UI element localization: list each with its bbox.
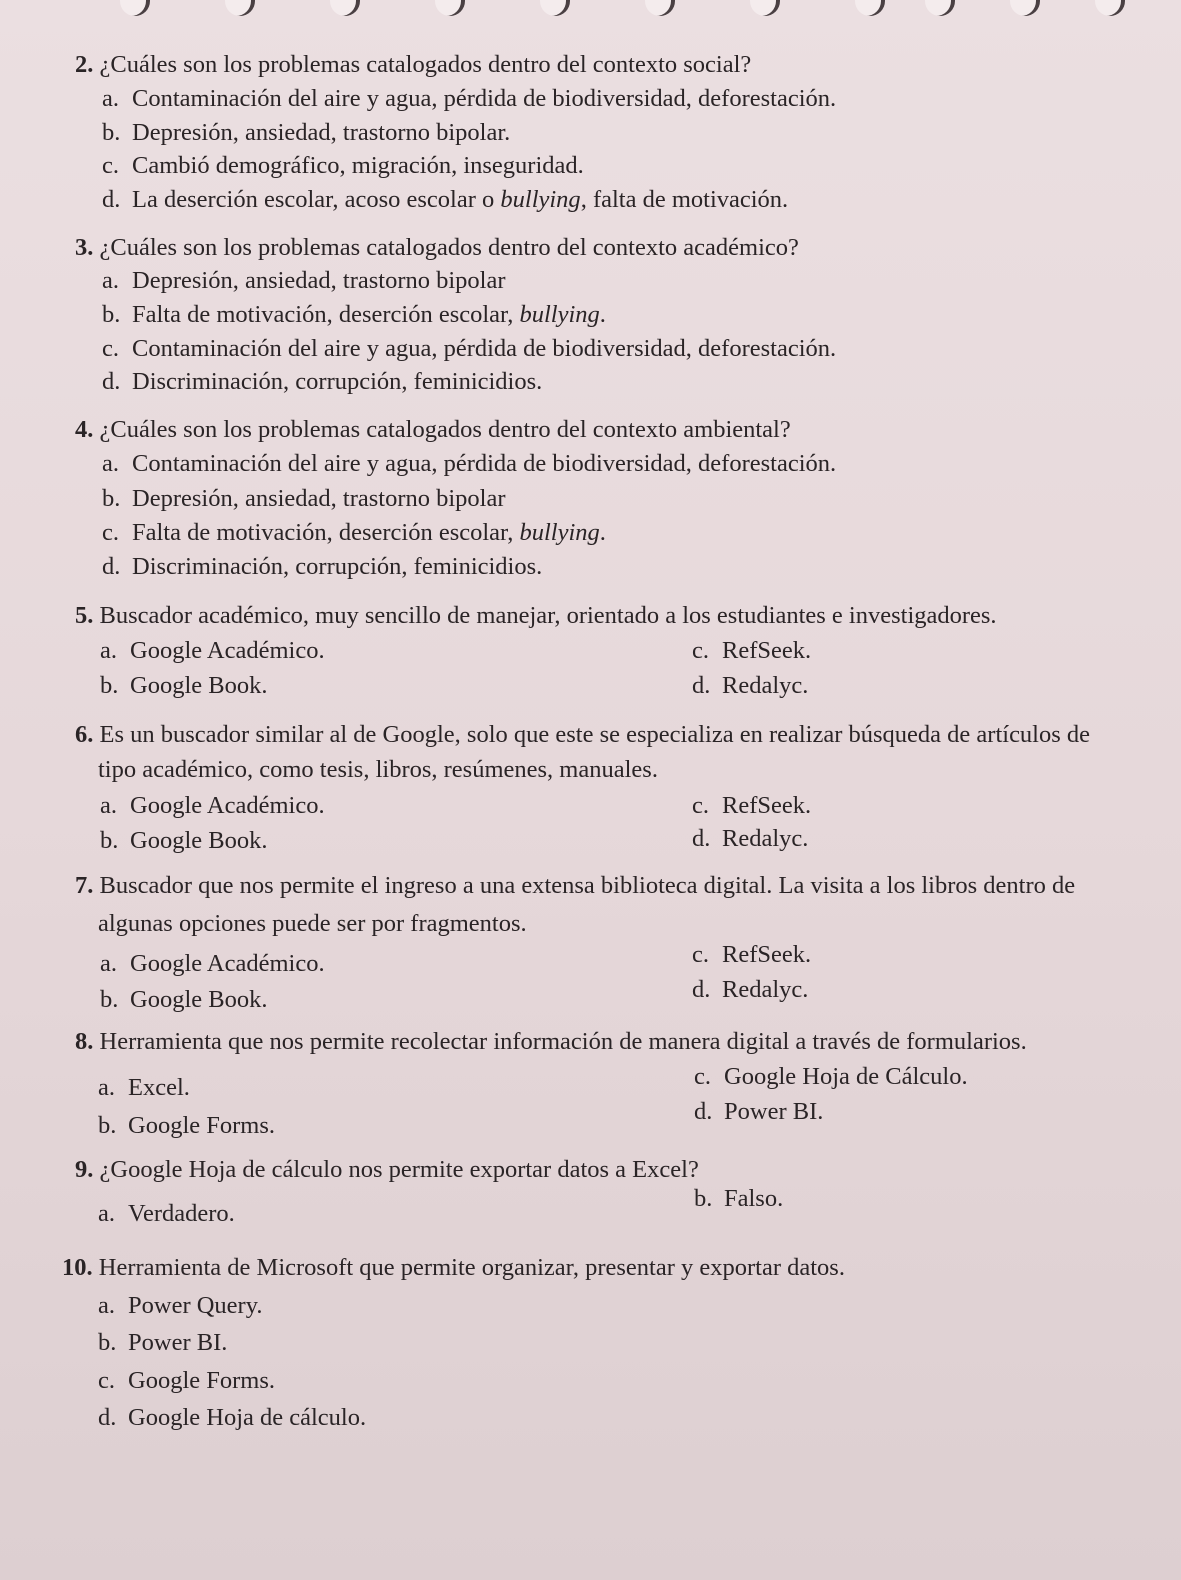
question-3	[75, 236, 799, 261]
question-number: 3.	[75, 234, 94, 261]
question-2-option-a: a. Contaminación del aire y agua, pérdida de biodiversidad, deforestación.	[102, 85, 837, 112]
question-4	[75, 418, 791, 443]
binder-hole-icon	[120, 0, 150, 16]
question-3-option-c: c. Contaminación del aire y agua, pérdida de biodiversidad, deforestación.	[102, 335, 837, 362]
question-text: ¿Cuáles son los problemas catalogados dentro del contexto social?	[99, 51, 752, 78]
question-10-option-b: b. Power BI.	[98, 1329, 228, 1356]
question-number: 6.	[75, 721, 94, 748]
binder-holes	[0, 0, 1181, 40]
question-4-option-c: c. Falta de motivación, deserción escolar, bullying.	[102, 519, 606, 546]
question-2-option-c: c. Cambió demográfico, migración, inseguridad.	[102, 152, 584, 179]
question-6	[75, 723, 1090, 748]
question-7-option-a: a. Google Académico.	[100, 950, 325, 977]
binder-hole-icon	[330, 0, 360, 16]
question-9	[75, 1158, 699, 1183]
binder-hole-icon	[225, 0, 255, 16]
question-2-option-d: d. La deserción escolar, acoso escolar o bullying, falta de motivación.	[102, 186, 789, 213]
question-4-option-d: d. Discriminación, corrupción, feminicidios.	[102, 553, 543, 580]
binder-hole-icon	[750, 0, 780, 16]
question-4-option-a: a. Contaminación del aire y agua, pérdida de biodiversidad, deforestación.	[102, 450, 837, 477]
question-number: 7.	[75, 872, 94, 899]
binder-hole-icon	[925, 0, 955, 16]
question-number: 5.	[75, 602, 94, 629]
question-10-option-d: d. Google Hoja de cálculo.	[98, 1404, 367, 1431]
question-text: ¿Cuáles son los problemas catalogados dentro del contexto ambiental?	[99, 416, 791, 443]
question-2-option-b: b. Depresión, ansiedad, trastorno bipolar.	[102, 119, 511, 146]
question-7-option-d: d. Redalyc.	[692, 976, 809, 1003]
question-7	[75, 874, 1075, 899]
question-text: Herramienta de Microsoft que permite organizar, presentar y exportar datos.	[98, 1254, 845, 1281]
question-10	[62, 1256, 845, 1281]
binder-hole-icon	[540, 0, 570, 16]
question-5-option-d: d. Redalyc.	[692, 672, 809, 699]
question-6-option-b: b. Google Book.	[100, 827, 268, 854]
binder-hole-icon	[1010, 0, 1040, 16]
question-5-option-c: c. RefSeek.	[692, 637, 812, 664]
question-7-option-c: c. RefSeek.	[692, 941, 812, 968]
question-9-option-a: a. Verdadero.	[98, 1200, 235, 1227]
question-5	[75, 604, 997, 629]
question-6-option-c: c. RefSeek.	[692, 792, 812, 819]
question-3-option-d: d. Discriminación, corrupción, feminicidios.	[102, 368, 543, 395]
question-text: Buscador académico, muy sencillo de manejar, orientado a los estudiantes e investigadores.	[99, 602, 997, 629]
question-8-option-b: b. Google Forms.	[98, 1112, 275, 1139]
question-9-option-b: b. Falso.	[694, 1185, 784, 1212]
question-4-option-b: b. Depresión, ansiedad, trastorno bipolar	[102, 485, 506, 512]
question-8-option-a: a. Excel.	[98, 1074, 190, 1101]
question-8-option-d: d. Power BI.	[694, 1098, 824, 1125]
question-number: 10.	[62, 1254, 93, 1281]
binder-hole-icon	[645, 0, 675, 16]
question-text: ¿Google Hoja de cálculo nos permite exportar datos a Excel?	[99, 1156, 699, 1183]
question-number: 2.	[75, 51, 94, 78]
question-text: Es un buscador similar al de Google, solo que este se especializa en realizar búsqueda de artículos de	[99, 721, 1091, 748]
question-7-text-continued: algunas opciones puede ser por fragmentos.	[98, 910, 527, 937]
binder-hole-icon	[435, 0, 465, 16]
question-text: ¿Cuáles son los problemas catalogados dentro del contexto académico?	[99, 234, 799, 261]
binder-hole-icon	[855, 0, 885, 16]
question-2	[75, 53, 751, 78]
question-6-option-a: a. Google Académico.	[100, 792, 325, 819]
binder-hole-icon	[1095, 0, 1125, 16]
question-number: 8.	[75, 1028, 94, 1055]
question-6-text-continued: tipo académico, como tesis, libros, resúmenes, manuales.	[98, 756, 658, 783]
question-number: 9.	[75, 1156, 94, 1183]
question-text: Herramienta que nos permite recolectar información de manera digital a través de formularios.	[99, 1028, 1027, 1055]
question-7-option-b: b. Google Book.	[100, 986, 268, 1013]
question-5-option-a: a. Google Académico.	[100, 637, 325, 664]
question-3-option-a: a. Depresión, ansiedad, trastorno bipolar	[102, 267, 506, 294]
question-5-option-b: b. Google Book.	[100, 672, 268, 699]
question-8-option-c: c. Google Hoja de Cálculo.	[694, 1063, 968, 1090]
question-10-option-c: c. Google Forms.	[98, 1367, 275, 1394]
question-10-option-a: a. Power Query.	[98, 1292, 263, 1319]
question-3-option-b: b. Falta de motivación, deserción escolar, bullying.	[102, 301, 606, 328]
question-number: 4.	[75, 416, 94, 443]
question-text: Buscador que nos permite el ingreso a una extensa biblioteca digital. La visita a los libros dentro de	[99, 872, 1076, 899]
question-8	[75, 1030, 1027, 1055]
question-6-option-d: d. Redalyc.	[692, 825, 809, 852]
